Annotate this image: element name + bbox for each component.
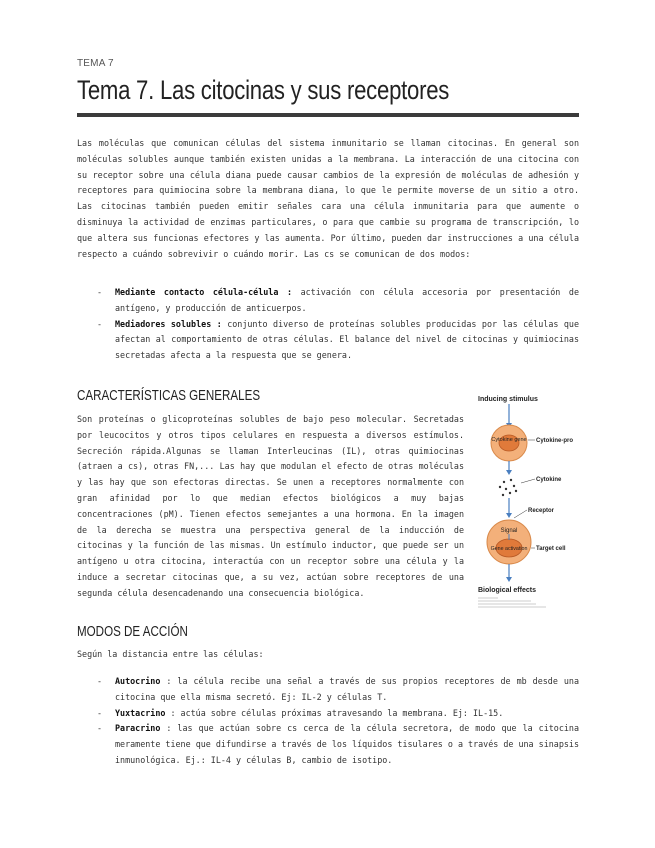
cytokine-induction-figure — [476, 390, 586, 615]
fig-label-signal: Signal — [500, 528, 518, 534]
cytokine-molecules — [499, 479, 517, 496]
item-desc: conjunto diverso de proteínas solubles producidas por las células que afectan al comportamiento de otras células. El balance del nivel de citocinas y quimiocinas secretadas afecta a la respuesta que se genera. — [115, 318, 579, 361]
item-desc: activación con célula accesoria por presentación de antígeno, y producción de anticuerpos. — [115, 287, 579, 313]
fig-arrowhead — [506, 470, 512, 475]
item-term: Yuxtacrino — [115, 707, 166, 718]
fig-source-caption — [478, 598, 546, 607]
item-desc: : actúa sobre células próximas atravesando la membrana. Ej: IL-15. — [165, 707, 504, 718]
modes-intro: Según la distancia entre las células: — [77, 649, 264, 659]
item-term: Mediadores solubles : — [115, 318, 222, 329]
section-kicker: TEMA 7 — [77, 58, 114, 69]
fig-leader-line — [514, 510, 527, 518]
list-item — [77, 285, 579, 317]
intro-list — [77, 285, 579, 364]
item-term: Mediante contacto célula-célula : — [115, 287, 293, 297]
section-heading-general: CARACTERÍSTICAS GENERALES — [77, 388, 261, 404]
general-paragraph: Son proteínas o glicoproteínas solubles de bajo peso molecular. Secretadas por leucocitos y otros tipos celulares en respuesta a diversos estímulos. Secreción rápida.Algunas se llaman Interleucinas (IL), otras quimiocinas (atraen a cs), otras FN,... Las hay que modulan el efecto de otras moléculas y las hay que son efectoras directas. Se unen a receptores normalmente con gran afinidad por lo que median efectos biológicos a muy bajas concentraciones (pM). Tienen efectos semejantes a una hormona. En la imagen de la derecha se muestra una perspectiva general de la inducción de citocinas y la función de las mismas. Un estímulo inductor, que puede ser un antígeno u otra citocina, interactúa con un receptor sobre una célula y la induce a secretar citocinas que, a su vez, actúan sobre receptores de una segunda célula desencadenando una consecuencia biológica. — [77, 414, 464, 598]
list-item — [77, 674, 579, 706]
intro-paragraph: Las moléculas que comunican células del sistema inmunitario se llaman citocinas. En general son moléculas solubles aunque también existen unidas a la membrana. La interacción de una citocina con su receptor sobre una célula diana puede causar cambios de la expresión de moléculas de adhesión y receptores para quimiocina sobre la membrana diana, lo que le permite moverse de un sitio a otro. Las citocinas también pueden emitir señales cara una célula inmunitaria para que aumente o disminuya la actividad de enzimas particulares, o para que cambie su programa de transcripción, lo que altera sus funcionas efectores y las aumenta. Por último, pueden dar instrucciones a una célula respecto a cuándo sobrevivir o cuándo morir. Las cs se comunican de dos modos: — [77, 138, 579, 259]
item-term: Paracrino — [115, 723, 161, 734]
page-title: Tema 7. Las citocinas y sus receptores — [77, 75, 450, 105]
modes-list — [77, 674, 579, 769]
fig-arrowhead — [506, 513, 512, 518]
list-item — [77, 706, 579, 722]
item-desc: : la célula recibe una señal a través de sus propios receptores de mb desde una citocina que ella misma secretó. Ej: IL-2 y células T. — [115, 676, 579, 702]
section-heading-modes: MODOS DE ACCIÓN — [77, 624, 188, 640]
fig-label-receptor: Receptor — [528, 508, 555, 514]
title-rule — [77, 113, 579, 117]
dash-bullet: - — [97, 318, 103, 329]
fig-arrowhead — [506, 577, 512, 582]
dash-bullet: - — [97, 723, 103, 734]
item-term: Autocrino — [115, 676, 161, 686]
fig-label-biological: Biological effects — [478, 587, 536, 594]
dash-bullet: - — [97, 707, 103, 718]
fig-label-inducing: Inducing stimulus — [478, 396, 538, 403]
list-item — [77, 317, 579, 364]
item-desc: : las que actúan sobre cs cerca de la célula secretora, de modo que la citocina meramente tiene que difundirse a través de los líquidos tisulares o a través de una sinapsis inmunológica. Ej.: IL-4 y células B, cambio de isotipo. — [115, 723, 579, 765]
fig-leader-line — [521, 479, 535, 483]
fig-label-cytokine: Cytokine — [536, 477, 562, 483]
fig-label-cytokine-pro: Cytokine-pro — [536, 438, 574, 444]
dash-bullet: - — [97, 676, 103, 686]
fig-label-target-cell: Target cell — [536, 546, 566, 552]
fig-label-gene-activation: Gene activation — [490, 546, 528, 552]
fig-label-cytokine-gene: Cytokine gene — [491, 437, 527, 443]
dash-bullet: - — [97, 287, 103, 297]
list-item — [77, 721, 579, 768]
